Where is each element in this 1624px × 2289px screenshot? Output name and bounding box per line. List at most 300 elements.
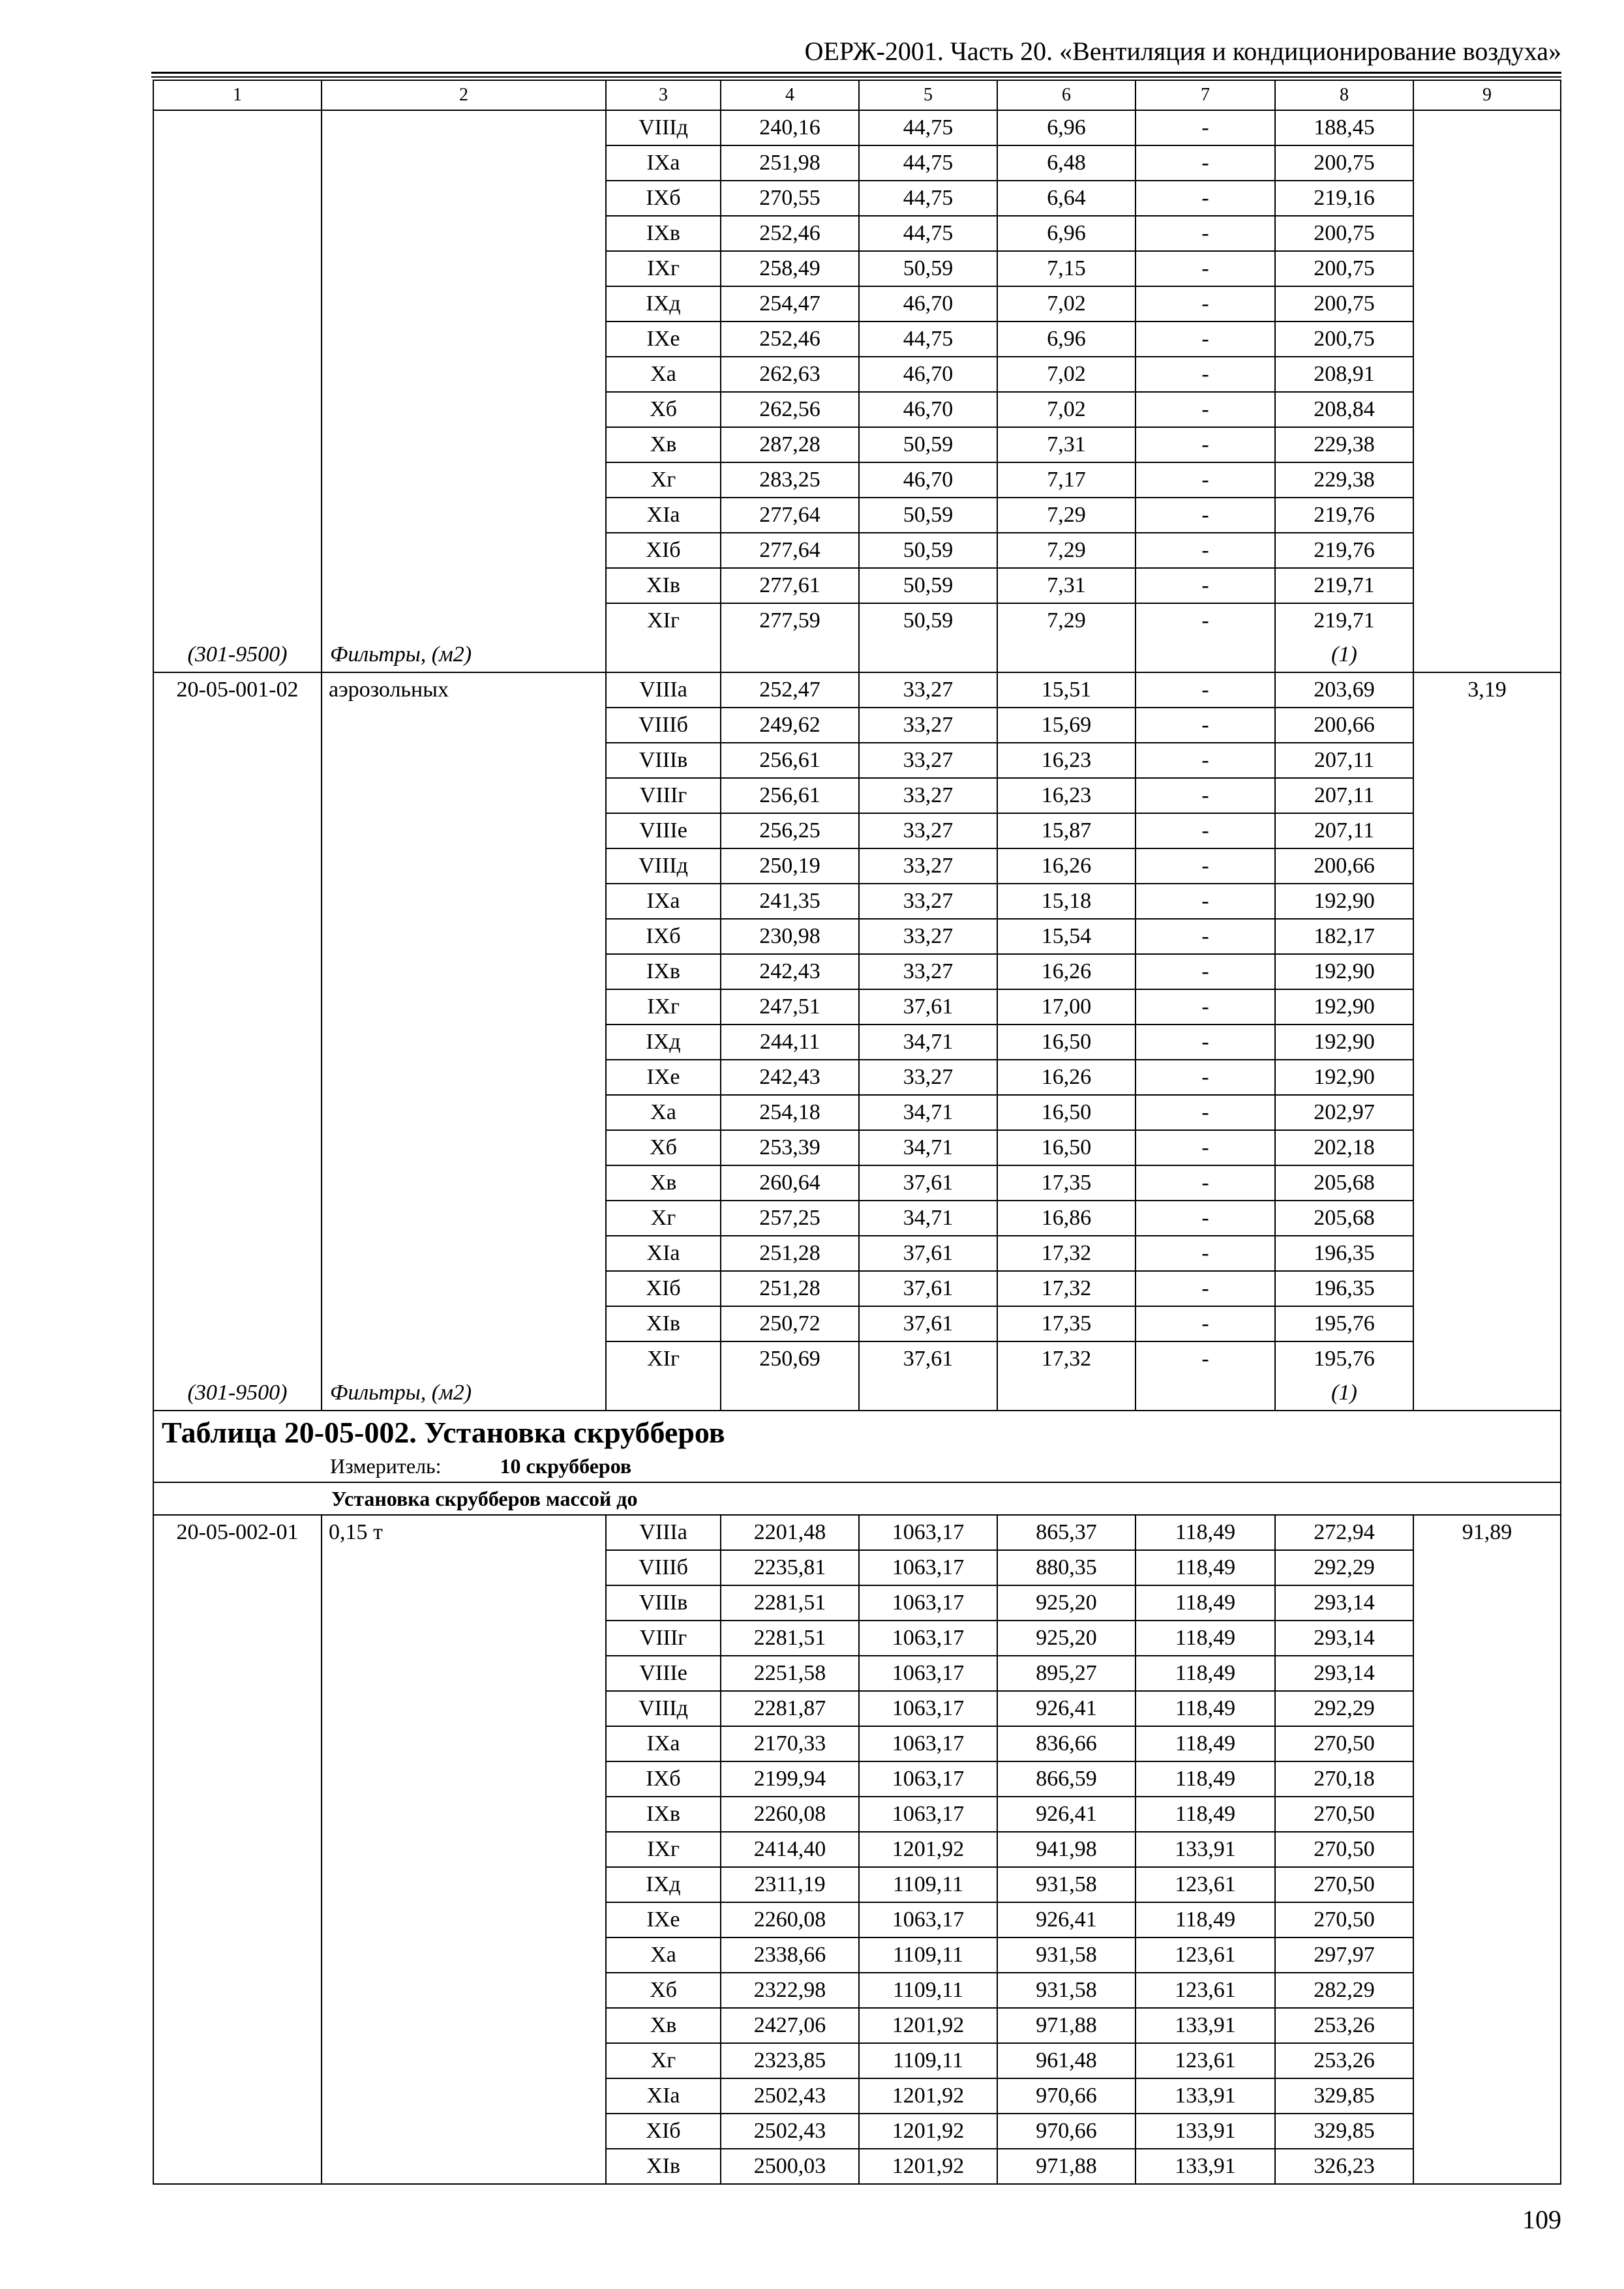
value-cell: 1201,92 [859, 2149, 997, 2184]
labor-cell [1413, 322, 1561, 357]
value-cell: IXв [606, 954, 721, 989]
value-cell: 7,02 [997, 286, 1135, 322]
value-cell: 15,87 [997, 813, 1135, 848]
value-cell: 16,50 [997, 1095, 1135, 1130]
resource-row [153, 1376, 1561, 1411]
value-cell: 50,59 [859, 427, 997, 462]
value-cell: - [1135, 181, 1275, 216]
value-cell: 2281,51 [721, 1621, 859, 1656]
empty-cell [1413, 638, 1561, 672]
code-cell [153, 1585, 322, 1621]
table-row [153, 1585, 1561, 1621]
value-cell: 44,75 [859, 181, 997, 216]
description-cell [322, 145, 606, 181]
description-cell [322, 1165, 606, 1201]
value-cell: 6,96 [997, 216, 1135, 251]
table-row [153, 357, 1561, 392]
value-cell: IXа [606, 1726, 721, 1761]
value-cell: - [1135, 498, 1275, 533]
table-row [153, 848, 1561, 884]
labor-cell [1413, 884, 1561, 919]
description-cell [322, 1761, 606, 1797]
value-cell: 247,51 [721, 989, 859, 1025]
value-cell: - [1135, 357, 1275, 392]
value-cell: 270,50 [1275, 1726, 1413, 1761]
empty-cell [859, 638, 997, 672]
description-cell [322, 778, 606, 813]
code-cell [153, 1130, 322, 1165]
code-cell [153, 427, 322, 462]
value-cell: IXа [606, 884, 721, 919]
description-cell [322, 743, 606, 778]
value-cell: 50,59 [859, 498, 997, 533]
value-cell: 272,94 [1275, 1515, 1413, 1550]
value-cell: 251,28 [721, 1236, 859, 1271]
description-cell [322, 989, 606, 1025]
value-cell: 37,61 [859, 989, 997, 1025]
description-cell [322, 357, 606, 392]
code-cell [153, 568, 322, 603]
empty-cell [997, 638, 1135, 672]
value-cell: 2260,08 [721, 1797, 859, 1832]
labor-cell [1413, 1130, 1561, 1165]
value-cell: 961,48 [997, 2043, 1135, 2078]
value-cell: Xг [606, 462, 721, 498]
code-cell [153, 2149, 322, 2184]
value-cell: VIIIг [606, 1621, 721, 1656]
value-cell: 192,90 [1275, 1025, 1413, 1060]
value-cell: 970,66 [997, 2114, 1135, 2149]
code-cell [153, 1306, 322, 1341]
value-cell: - [1135, 1341, 1275, 1376]
table-title: Таблица 20-05-002. Установка скрубберов [162, 1416, 725, 1449]
value-cell: 16,50 [997, 1130, 1135, 1165]
code-cell [153, 1165, 322, 1201]
value-cell: 229,38 [1275, 427, 1413, 462]
value-cell: 971,88 [997, 2149, 1135, 2184]
value-cell: 118,49 [1135, 1515, 1275, 1550]
value-cell: 970,66 [997, 2078, 1135, 2114]
value-cell: - [1135, 1095, 1275, 1130]
section-header [153, 1411, 1561, 1482]
value-cell: 16,26 [997, 1060, 1135, 1095]
code-cell [153, 286, 322, 322]
table-row [153, 778, 1561, 813]
value-cell: 16,86 [997, 1201, 1135, 1236]
value-cell: 46,70 [859, 392, 997, 427]
value-cell: 253,26 [1275, 2043, 1413, 2078]
labor-cell [1413, 1271, 1561, 1306]
code-cell [153, 1761, 322, 1797]
value-cell: 895,27 [997, 1656, 1135, 1691]
code-cell [153, 1060, 322, 1095]
code-cell [153, 1797, 322, 1832]
labor-cell [1413, 216, 1561, 251]
value-cell: VIIIв [606, 1585, 721, 1621]
value-cell: 200,75 [1275, 322, 1413, 357]
description-cell [322, 392, 606, 427]
table-row [153, 1902, 1561, 1937]
code-cell [153, 1691, 322, 1726]
code-cell [153, 848, 322, 884]
value-cell: 33,27 [859, 884, 997, 919]
description-cell: 0,15 т [322, 1515, 606, 1550]
value-cell: - [1135, 743, 1275, 778]
labor-cell [1413, 1726, 1561, 1761]
value-cell: 249,62 [721, 708, 859, 743]
value-cell: 7,29 [997, 498, 1135, 533]
value-cell: 250,69 [721, 1341, 859, 1376]
value-cell: 6,64 [997, 181, 1135, 216]
value-cell: Xа [606, 1937, 721, 1973]
value-cell: 208,84 [1275, 392, 1413, 427]
value-cell: 44,75 [859, 216, 997, 251]
value-cell: 34,71 [859, 1025, 997, 1060]
value-cell: - [1135, 427, 1275, 462]
value-cell: 200,66 [1275, 708, 1413, 743]
value-cell: 931,58 [997, 1867, 1135, 1902]
labor-cell [1413, 743, 1561, 778]
value-cell: 2281,51 [721, 1585, 859, 1621]
value-cell: IXд [606, 286, 721, 322]
table-row [153, 1656, 1561, 1691]
value-cell: 44,75 [859, 145, 997, 181]
value-cell: XIа [606, 498, 721, 533]
value-cell: 1063,17 [859, 1515, 997, 1550]
value-cell: 50,59 [859, 568, 997, 603]
value-cell: 329,85 [1275, 2114, 1413, 2149]
table-row [153, 603, 1561, 638]
labor-cell [1413, 1341, 1561, 1376]
value-cell: - [1135, 110, 1275, 145]
code-cell [153, 322, 322, 357]
column-number: 8 [1275, 80, 1413, 110]
table-row [153, 1165, 1561, 1201]
value-cell: VIIIе [606, 813, 721, 848]
labor-cell [1413, 1165, 1561, 1201]
value-cell: IXб [606, 181, 721, 216]
description-cell [322, 286, 606, 322]
value-cell: 880,35 [997, 1550, 1135, 1585]
labor-cell [1413, 2008, 1561, 2043]
value-cell: 200,66 [1275, 848, 1413, 884]
description-cell [322, 1271, 606, 1306]
labor-cell [1413, 286, 1561, 322]
value-cell: 205,68 [1275, 1165, 1413, 1201]
table-row [153, 216, 1561, 251]
table-row [153, 1515, 1561, 1550]
value-cell: VIIIе [606, 1656, 721, 1691]
value-cell: 17,32 [997, 1271, 1135, 1306]
code-cell [153, 1550, 322, 1585]
value-cell: - [1135, 1236, 1275, 1271]
code-cell [153, 1726, 322, 1761]
value-cell: 1063,17 [859, 1761, 997, 1797]
labor-cell [1413, 145, 1561, 181]
page-header: ОЕРЖ-2001. Часть 20. «Вентиляция и кондиционирование воздуха» [804, 37, 1561, 66]
table-row [153, 1306, 1561, 1341]
value-cell: 208,91 [1275, 357, 1413, 392]
table-row [153, 1271, 1561, 1306]
value-cell: 1201,92 [859, 2008, 997, 2043]
subheading-row [153, 1482, 1561, 1515]
value-cell: 2502,43 [721, 2114, 859, 2149]
header-rule [151, 72, 1561, 74]
value-cell: 1201,92 [859, 1832, 997, 1867]
table-row [153, 1621, 1561, 1656]
labor-cell [1413, 1973, 1561, 2008]
value-cell: 1063,17 [859, 1726, 997, 1761]
resource-row [153, 638, 1561, 672]
labor-cell: 3,19 [1413, 672, 1561, 708]
table-row [153, 743, 1561, 778]
code-cell [153, 251, 322, 286]
table-row [153, 2149, 1561, 2184]
value-cell: 16,26 [997, 848, 1135, 884]
table-row [153, 322, 1561, 357]
value-cell: 118,49 [1135, 1726, 1275, 1761]
value-cell: 196,35 [1275, 1236, 1413, 1271]
labor-cell [1413, 1656, 1561, 1691]
table-row [153, 919, 1561, 954]
value-cell: 17,35 [997, 1165, 1135, 1201]
value-cell: 326,23 [1275, 2149, 1413, 2184]
table-row [153, 708, 1561, 743]
value-cell: 33,27 [859, 778, 997, 813]
table-row [153, 672, 1561, 708]
value-cell: IXг [606, 989, 721, 1025]
code-cell [153, 2008, 322, 2043]
value-cell: 241,35 [721, 884, 859, 919]
value-cell: XIг [606, 1341, 721, 1376]
value-cell: 34,71 [859, 1130, 997, 1165]
description-cell [322, 848, 606, 884]
value-cell: 118,49 [1135, 1656, 1275, 1691]
value-cell: 256,61 [721, 743, 859, 778]
value-cell: 192,90 [1275, 954, 1413, 989]
value-cell: 2281,87 [721, 1691, 859, 1726]
resource-qty: (1) [1275, 1376, 1413, 1411]
labor-cell [1413, 1867, 1561, 1902]
code-cell [153, 462, 322, 498]
value-cell: 2170,33 [721, 1726, 859, 1761]
table-row [153, 1025, 1561, 1060]
value-cell: 200,75 [1275, 286, 1413, 322]
value-cell: 123,61 [1135, 1937, 1275, 1973]
value-cell: - [1135, 286, 1275, 322]
value-cell: 7,31 [997, 568, 1135, 603]
value-cell: 219,76 [1275, 533, 1413, 568]
description-cell [322, 2043, 606, 2078]
table-row [153, 1236, 1561, 1271]
value-cell: 133,91 [1135, 2078, 1275, 2114]
section-header-row [153, 1411, 1561, 1482]
table-row [153, 1761, 1561, 1797]
description-cell [322, 1973, 606, 2008]
value-cell: 256,61 [721, 778, 859, 813]
value-cell: 2323,85 [721, 2043, 859, 2078]
value-cell: IXе [606, 322, 721, 357]
value-cell: 2311,19 [721, 1867, 859, 1902]
description-cell [322, 954, 606, 989]
value-cell: Xв [606, 2008, 721, 2043]
value-cell: 207,11 [1275, 778, 1413, 813]
value-cell: 260,64 [721, 1165, 859, 1201]
table-row [153, 533, 1561, 568]
code-cell [153, 216, 322, 251]
column-number: 4 [721, 80, 859, 110]
value-cell: 254,18 [721, 1095, 859, 1130]
value-cell: - [1135, 848, 1275, 884]
labor-cell [1413, 2114, 1561, 2149]
labor-cell [1413, 251, 1561, 286]
code-cell [153, 603, 322, 638]
value-cell: 250,72 [721, 1306, 859, 1341]
value-cell: 188,45 [1275, 110, 1413, 145]
code-cell [153, 357, 322, 392]
labor-cell [1413, 813, 1561, 848]
table-row [153, 145, 1561, 181]
empty-cell [606, 1376, 721, 1411]
labor-cell [1413, 1236, 1561, 1271]
value-cell: 2199,94 [721, 1761, 859, 1797]
labor-cell [1413, 954, 1561, 989]
value-cell: IXб [606, 919, 721, 954]
value-cell: 192,90 [1275, 1060, 1413, 1095]
labor-cell [1413, 1585, 1561, 1621]
value-cell: 195,76 [1275, 1306, 1413, 1341]
code-cell [153, 954, 322, 989]
value-cell: 2251,58 [721, 1656, 859, 1691]
labor-cell [1413, 2043, 1561, 2078]
value-cell: 258,49 [721, 251, 859, 286]
code-cell [153, 1973, 322, 2008]
value-cell: 293,14 [1275, 1621, 1413, 1656]
value-cell: Xг [606, 1201, 721, 1236]
value-cell: 270,50 [1275, 1867, 1413, 1902]
value-cell: 44,75 [859, 110, 997, 145]
value-cell: 256,25 [721, 813, 859, 848]
description-cell [322, 1621, 606, 1656]
value-cell: - [1135, 778, 1275, 813]
resource-code: (301-9500) [153, 638, 322, 672]
value-cell: 1109,11 [859, 1867, 997, 1902]
value-cell: 33,27 [859, 919, 997, 954]
code-cell [153, 708, 322, 743]
description-cell [322, 1550, 606, 1585]
code-cell [153, 1236, 322, 1271]
value-cell: 865,37 [997, 1515, 1135, 1550]
value-cell: 34,71 [859, 1095, 997, 1130]
value-cell: - [1135, 322, 1275, 357]
description-cell [322, 1306, 606, 1341]
description-cell [322, 1095, 606, 1130]
value-cell: 219,76 [1275, 498, 1413, 533]
value-cell: 270,18 [1275, 1761, 1413, 1797]
description-cell [322, 251, 606, 286]
labor-cell [1413, 1060, 1561, 1095]
value-cell: 196,35 [1275, 1271, 1413, 1306]
value-cell: 219,71 [1275, 603, 1413, 638]
value-cell: 219,71 [1275, 568, 1413, 603]
value-cell: 1201,92 [859, 2114, 997, 2149]
value-cell: 277,61 [721, 568, 859, 603]
value-cell: 242,43 [721, 1060, 859, 1095]
value-cell: 1063,17 [859, 1656, 997, 1691]
value-cell: 16,23 [997, 778, 1135, 813]
empty-cell [859, 1376, 997, 1411]
value-cell: 1063,17 [859, 1621, 997, 1656]
table-row [153, 954, 1561, 989]
value-cell: IXа [606, 145, 721, 181]
value-cell: - [1135, 1306, 1275, 1341]
value-cell: 230,98 [721, 919, 859, 954]
table-row [153, 427, 1561, 462]
description-cell [322, 1726, 606, 1761]
value-cell: 182,17 [1275, 919, 1413, 954]
value-cell: 283,25 [721, 462, 859, 498]
table-row [153, 813, 1561, 848]
value-cell: IXг [606, 251, 721, 286]
value-cell: 205,68 [1275, 1201, 1413, 1236]
value-cell: 277,64 [721, 498, 859, 533]
value-cell: 252,46 [721, 322, 859, 357]
labor-cell [1413, 568, 1561, 603]
description-cell [322, 1832, 606, 1867]
value-cell: 254,47 [721, 286, 859, 322]
page-number: 109 [1522, 2205, 1561, 2234]
value-cell: XIб [606, 2114, 721, 2149]
value-cell: 2201,48 [721, 1515, 859, 1550]
labor-cell [1413, 2149, 1561, 2184]
value-cell: Xв [606, 427, 721, 462]
value-cell: VIIIа [606, 1515, 721, 1550]
labor-cell [1413, 1550, 1561, 1585]
value-cell: - [1135, 216, 1275, 251]
value-cell: - [1135, 251, 1275, 286]
value-cell: IXв [606, 216, 721, 251]
column-number: 9 [1413, 80, 1561, 110]
labor-cell [1413, 357, 1561, 392]
code-cell [153, 1832, 322, 1867]
description-cell [322, 1902, 606, 1937]
value-cell: 6,48 [997, 145, 1135, 181]
value-cell: - [1135, 813, 1275, 848]
description-cell [322, 813, 606, 848]
labor-cell [1413, 1621, 1561, 1656]
table-row [153, 1867, 1561, 1902]
value-cell: 941,98 [997, 1832, 1135, 1867]
value-cell: IXв [606, 1797, 721, 1832]
code-cell: 20-05-001-02 [153, 672, 322, 708]
table-row [153, 884, 1561, 919]
value-cell: 2502,43 [721, 2078, 859, 2114]
value-cell: - [1135, 1060, 1275, 1095]
description-cell [322, 568, 606, 603]
code-cell [153, 2043, 322, 2078]
value-cell: 925,20 [997, 1621, 1135, 1656]
value-cell: 262,63 [721, 357, 859, 392]
code-cell [153, 813, 322, 848]
value-cell: 203,69 [1275, 672, 1413, 708]
value-cell: 219,16 [1275, 181, 1413, 216]
value-cell: - [1135, 1025, 1275, 1060]
value-cell: 133,91 [1135, 2149, 1275, 2184]
value-cell: 329,85 [1275, 2078, 1413, 2114]
value-cell: 2500,03 [721, 2149, 859, 2184]
value-cell: 287,28 [721, 427, 859, 462]
labor-cell [1413, 603, 1561, 638]
